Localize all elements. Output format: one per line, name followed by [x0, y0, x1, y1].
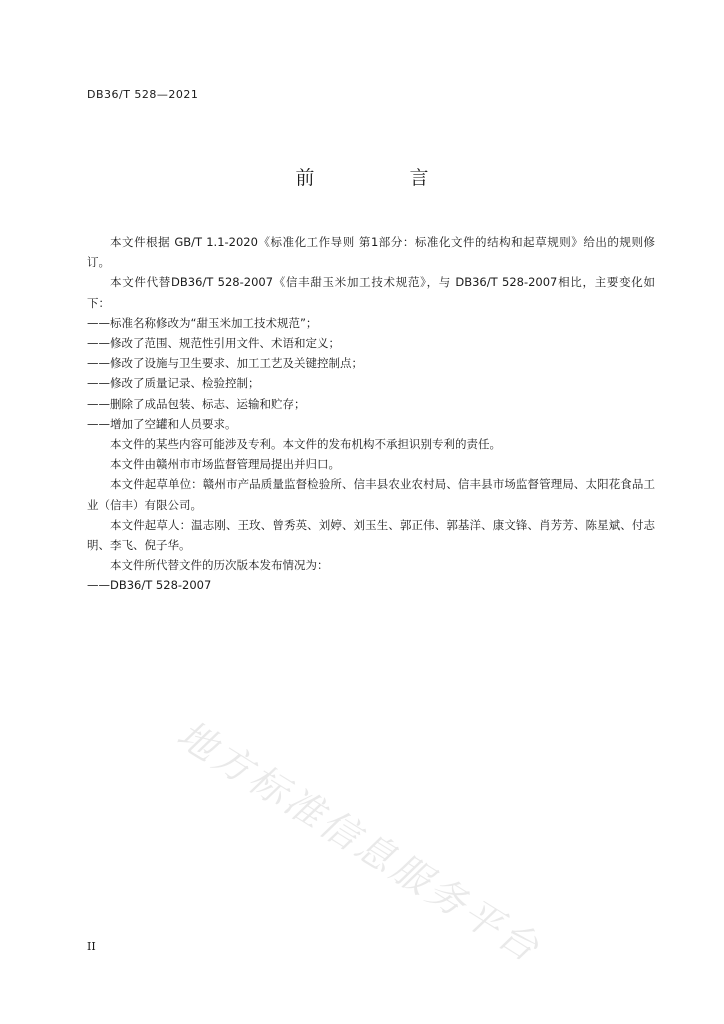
change-item: ——修改了质量记录、检验控制； [87, 376, 260, 391]
document-code: DB36/T 528—2021 [87, 88, 199, 101]
change-item: ——修改了范围、规范性引用文件、术语和定义； [87, 336, 340, 351]
change-item: ——标准名称修改为“甜玉米加工技术规范”； [87, 315, 318, 330]
paragraph-basis: 本文件根据 GB/T 1.1-2020《标准化工作导则 第1部分：标准化文件的结构和起草规则》给出的规则修订。 [87, 235, 655, 270]
paragraph-patent: 本文件的某些内容可能涉及专利。本文件的发布机构不承担识别专利的责任。 [110, 437, 501, 452]
change-item: ——修改了设施与卫生要求、加工工艺及关键控制点； [87, 356, 363, 371]
page-number: II [87, 940, 96, 953]
paragraph-proposer: 本文件由赣州市市场监督管理局提出并归口。 [110, 457, 340, 472]
preface-body [87, 232, 655, 596]
paragraph-replacement: 本文件代替DB36/T 528-2007《信丰甜玉米加工技术规范》，与 DB36/T 528-2007相比，主要变化如下： [87, 275, 655, 310]
paragraph-drafting-units: 本文件起草单位：赣州市产品质量监督检验所、信丰县农业农村局、信丰县市场监督管理局、太阳花食品工业（信丰）有限公司。 [87, 477, 655, 512]
watermark: 地方标准信息服务平台 [169, 711, 549, 972]
change-item: ——删除了成品包装、标志、运输和贮存； [87, 396, 306, 411]
page-title: 前 言 [295, 167, 467, 189]
history-item: ——DB36/T 528-2007 [87, 578, 212, 593]
paragraph-history-intro: 本文件所代替文件的历次版本发布情况为： [110, 558, 329, 573]
change-item: ——增加了空罐和人员要求。 [87, 416, 237, 431]
paragraph-drafters: 本文件起草人：温志刚、王玫、曾秀英、刘婷、刘玉生、郭正伟、郭基洋、康文锋、肖芳芳、陈星斌、付志明、李飞、倪子华。 [87, 517, 655, 553]
